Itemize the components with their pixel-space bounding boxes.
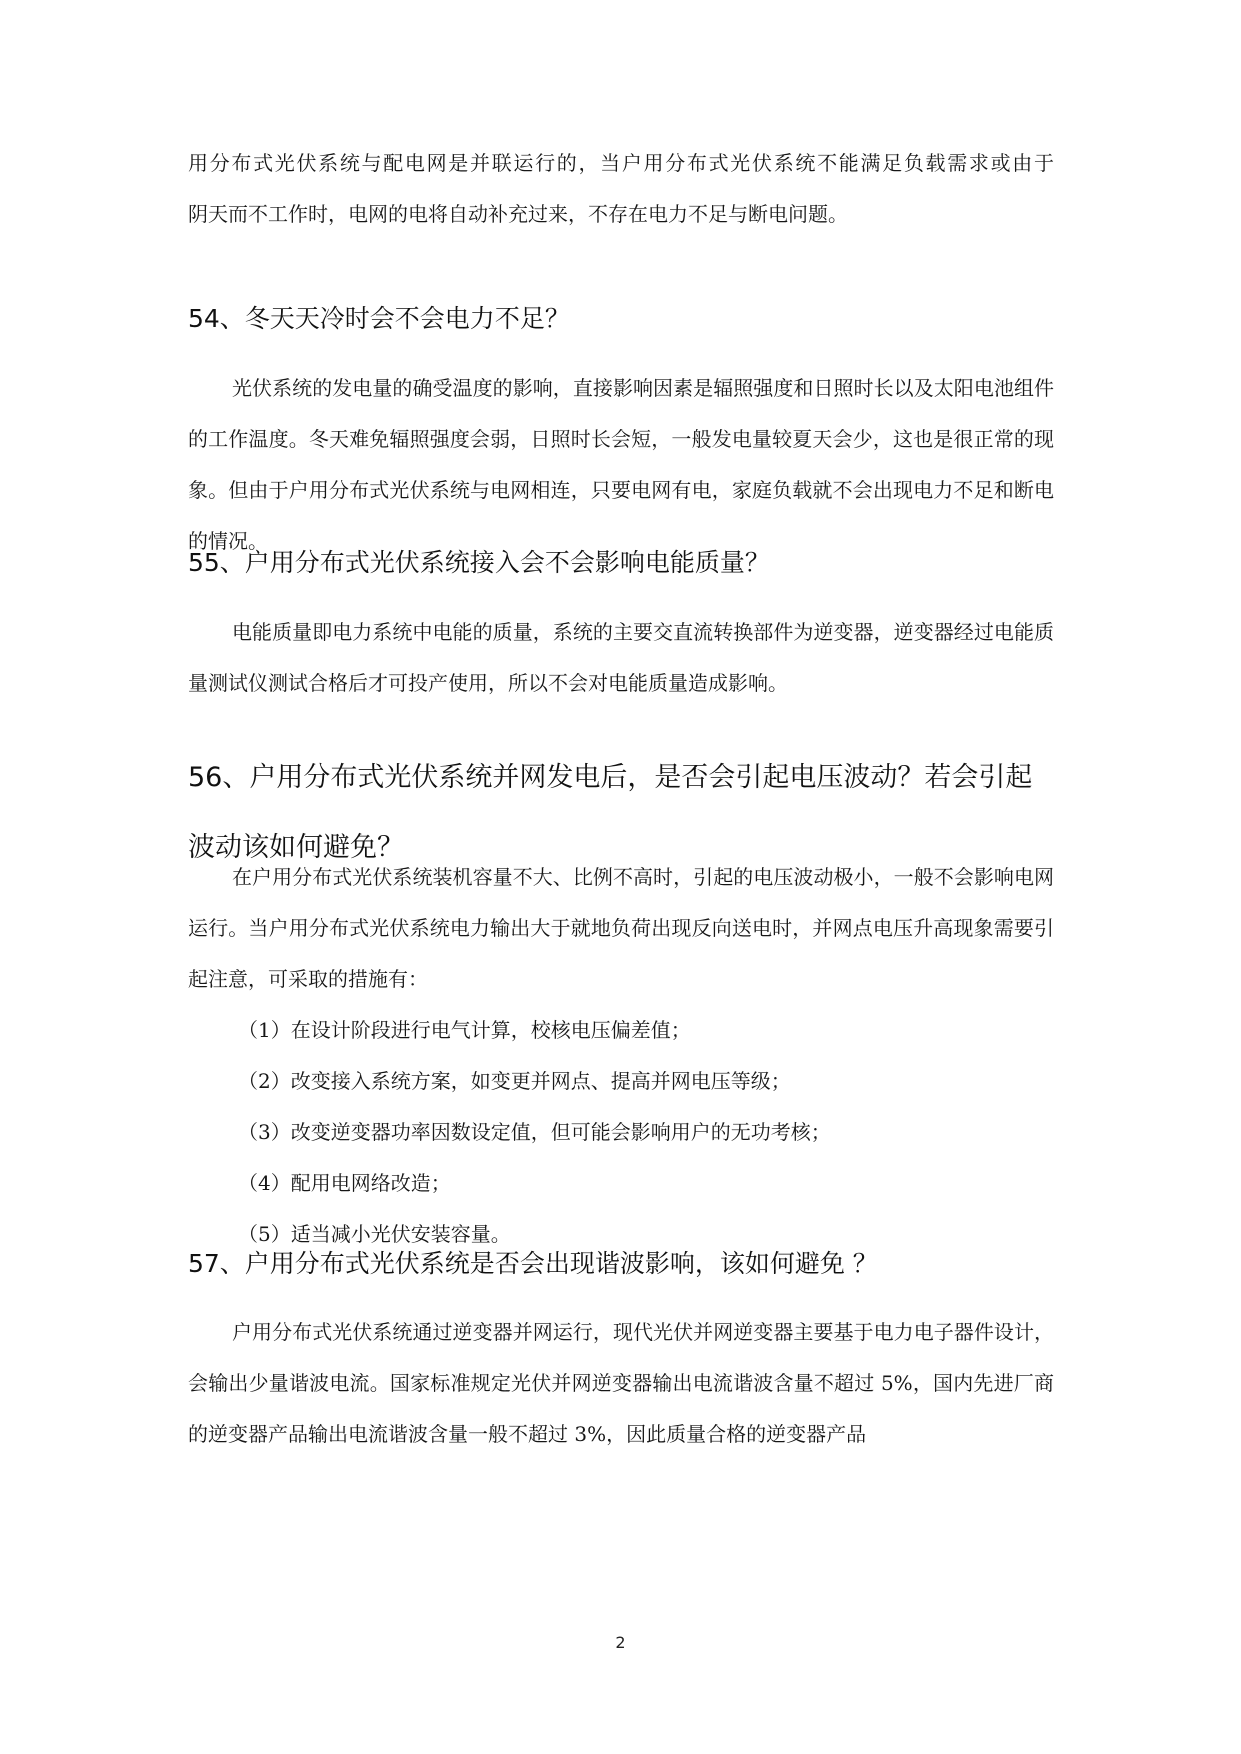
answer-54-paragraph: 光伏系统的发电量的确受温度的影响，直接影响因素是辐照强度和日照时长以及太阳电池组件的工作温度。冬天难免辐照强度会弱，日照时长会短，一般发电量较夏天会少，这也是很正常的现象。但由于户用分布式光伏系统与电网相连，只要电网有电，家庭负载就不会出现电力不足和断电的情况。 xyxy=(188,376,1054,553)
section-57 xyxy=(188,1244,1054,1284)
section-56-body xyxy=(188,852,1054,1260)
question-55-heading: 55、户用分布式光伏系统接入会不会影响电能质量？ xyxy=(188,548,770,577)
answer-55-paragraph: 电能质量即电力系统中电能的质量，系统的主要交直流转换部件为逆变器，逆变器经过电能质量测试仪测试合格后才可投产使用，所以不会对电能质量造成影响。 xyxy=(188,620,1054,695)
section-54-body xyxy=(188,363,1054,567)
measure-list-item-1: （1）在设计阶段进行电气计算，校核电压偏差值； xyxy=(238,1018,691,1042)
answer-56-paragraph: 在户用分布式光伏系统装机容量不大、比例不高时，引起的电压波动极小，一般不会影响电网运行。当户用分布式光伏系统电力输出大于就地负荷出现反向送电时，并网点电压升高现象需要引起注意，可采取的措施有： xyxy=(188,865,1054,991)
question-57-heading: 57、户用分布式光伏系统是否会出现谐波影响，该如何避免 ？ xyxy=(188,1249,878,1278)
measure-list-item-4: （4）配用电网络改造； xyxy=(238,1171,451,1195)
answer-57-paragraph: 户用分布式光伏系统通过逆变器并网运行，现代光伏并网逆变器主要基于电力电子器件设计，会输出少量谐波电流。国家标准规定光伏并网逆变器输出电流谐波含量不超过 5%，国内先进厂商的逆变器产品输出电流谐波含量一般不超过 3%，因此质量合格的逆变器产品 xyxy=(188,1320,1054,1446)
section-55-body xyxy=(188,607,1054,709)
intro-line-1: 用分布式光伏系统与配电网是并联运行的，当户用分布式光伏系统不能满足负载需求或由于 xyxy=(188,151,1054,175)
section-55 xyxy=(188,543,1054,583)
intro-line-2: 阴天而不工作时，电网的电将自动补充过来，不存在电力不足与断电问题。 xyxy=(188,202,848,226)
measure-list-item-5: （5）适当减小光伏安装容量。 xyxy=(238,1222,511,1246)
question-56-heading: 56、户用分布式光伏系统并网发电后，是否会引起电压波动？若会引起波动该如何避免？ xyxy=(188,762,1033,863)
page-number: 2 xyxy=(615,1633,626,1652)
section-57-body xyxy=(188,1307,1054,1460)
intro-paragraph xyxy=(188,138,1054,240)
measure-list-item-2: （2）改变接入系统方案，如变更并网点、提高并网电压等级； xyxy=(238,1069,791,1093)
question-54-heading: 54、冬天天冷时会不会电力不足？ xyxy=(188,304,570,333)
measure-list-item-3: （3）改变逆变器功率因数设定值，但可能会影响用户的无功考核； xyxy=(238,1120,831,1144)
section-54 xyxy=(188,299,1054,339)
